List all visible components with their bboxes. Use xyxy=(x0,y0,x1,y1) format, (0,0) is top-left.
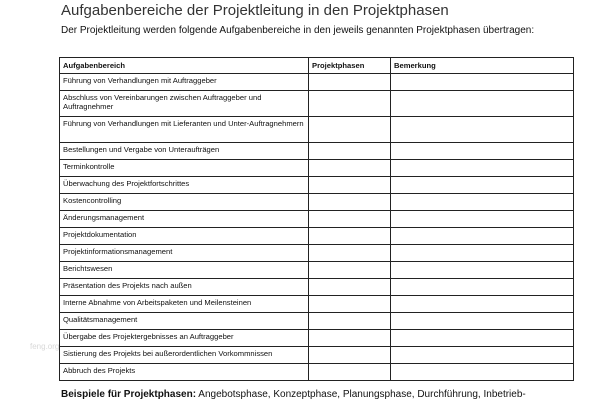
task-cell: Berichtswesen xyxy=(60,262,309,279)
remark-cell[interactable] xyxy=(391,211,574,228)
table-row xyxy=(60,245,574,262)
task-cell: Projektinformationsmanagement xyxy=(60,245,309,262)
task-cell: Bestellungen und Vergabe von Unteraufträgen xyxy=(60,143,309,160)
table-header-row xyxy=(60,58,574,74)
watermark-text: feng.org xyxy=(30,342,60,351)
table-row xyxy=(60,296,574,313)
table-row xyxy=(60,211,574,228)
task-cell: Interne Abnahme von Arbeitspaketen und Meilensteinen xyxy=(60,296,309,313)
phase-cell[interactable] xyxy=(309,117,391,143)
task-cell: Übergabe des Projektergebnisses an Auftraggeber xyxy=(60,330,309,347)
remark-cell[interactable] xyxy=(391,143,574,160)
table-row xyxy=(60,74,574,91)
phase-cell[interactable] xyxy=(309,143,391,160)
remark-cell[interactable] xyxy=(391,245,574,262)
remark-cell[interactable] xyxy=(391,313,574,330)
footer-note xyxy=(61,389,526,400)
table-row xyxy=(60,117,574,143)
intro-text: Der Projektleitung werden folgende Aufgabenbereiche in den jeweils genannten Projektphasen übertragen: xyxy=(61,25,535,36)
remark-cell[interactable] xyxy=(391,347,574,364)
table-row xyxy=(60,347,574,364)
phase-cell[interactable] xyxy=(309,194,391,211)
table-row xyxy=(60,143,574,160)
task-cell: Terminkontrolle xyxy=(60,160,309,177)
remark-cell[interactable] xyxy=(391,364,574,381)
header-bemerkung: Bemerkung xyxy=(391,58,574,74)
phase-cell[interactable] xyxy=(309,211,391,228)
table-row xyxy=(60,194,574,211)
phase-cell[interactable] xyxy=(309,245,391,262)
table-row xyxy=(60,91,574,117)
phase-cell[interactable] xyxy=(309,74,391,91)
task-cell: Kostencontrolling xyxy=(60,194,309,211)
table-row xyxy=(60,313,574,330)
phase-cell[interactable] xyxy=(309,330,391,347)
remark-cell[interactable] xyxy=(391,91,574,117)
remark-cell[interactable] xyxy=(391,160,574,177)
remark-cell[interactable] xyxy=(391,74,574,91)
task-cell: Projektdokumentation xyxy=(60,228,309,245)
page-title: Aufgabenbereiche der Projektleitung in den Projektphasen xyxy=(61,2,449,19)
footer-text: Angebotsphase, Konzeptphase, Planungsphase, Durchführung, Inbetrieb- xyxy=(196,389,526,400)
task-cell: Sistierung des Projekts bei außerordentlichen Vorkommnissen xyxy=(60,347,309,364)
task-table xyxy=(59,57,574,381)
task-cell: Führung von Verhandlungen mit Auftraggeber xyxy=(60,74,309,91)
phase-cell[interactable] xyxy=(309,160,391,177)
table-row xyxy=(60,228,574,245)
task-cell: Überwachung des Projektfortschrittes xyxy=(60,177,309,194)
table-row xyxy=(60,262,574,279)
phase-cell[interactable] xyxy=(309,262,391,279)
task-cell: Abschluss von Vereinbarungen zwischen Auftraggeber und Auftragnehmer xyxy=(60,91,309,117)
header-aufgabenbereich: Aufgabenbereich xyxy=(60,58,309,74)
phase-cell[interactable] xyxy=(309,364,391,381)
phase-cell[interactable] xyxy=(309,347,391,364)
task-cell: Änderungsmanagement xyxy=(60,211,309,228)
remark-cell[interactable] xyxy=(391,228,574,245)
remark-cell[interactable] xyxy=(391,262,574,279)
phase-cell[interactable] xyxy=(309,91,391,117)
phase-cell[interactable] xyxy=(309,296,391,313)
remark-cell[interactable] xyxy=(391,194,574,211)
task-cell: Präsentation des Projekts nach außen xyxy=(60,279,309,296)
table-row xyxy=(60,364,574,381)
phase-cell[interactable] xyxy=(309,313,391,330)
phase-cell[interactable] xyxy=(309,177,391,194)
table-row xyxy=(60,279,574,296)
remark-cell[interactable] xyxy=(391,117,574,143)
remark-cell[interactable] xyxy=(391,177,574,194)
task-cell: Abbruch des Projekts xyxy=(60,364,309,381)
remark-cell[interactable] xyxy=(391,330,574,347)
footer-label: Beispiele für Projektphasen: xyxy=(61,389,197,400)
task-cell: Führung von Verhandlungen mit Lieferanten und Unter-Auftragnehmern xyxy=(60,117,309,143)
table-row xyxy=(60,160,574,177)
phase-cell[interactable] xyxy=(309,228,391,245)
phase-cell[interactable] xyxy=(309,279,391,296)
table-row xyxy=(60,177,574,194)
remark-cell[interactable] xyxy=(391,296,574,313)
task-cell: Qualitätsmanagement xyxy=(60,313,309,330)
header-projektphasen: Projektphasen xyxy=(309,58,391,74)
remark-cell[interactable] xyxy=(391,279,574,296)
table-row xyxy=(60,330,574,347)
